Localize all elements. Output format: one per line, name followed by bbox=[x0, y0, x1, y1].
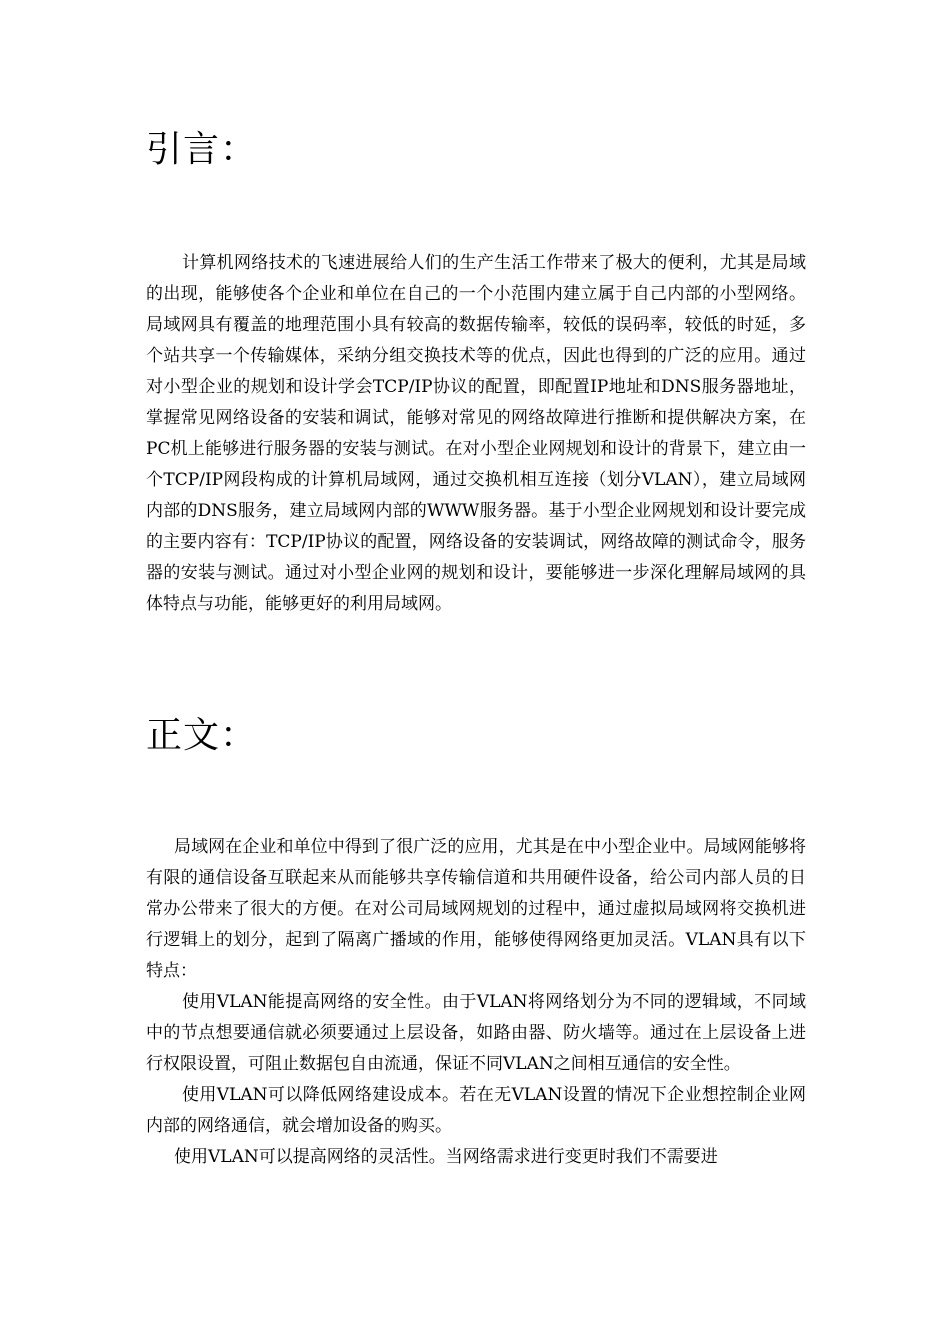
intro-section bbox=[146, 248, 806, 620]
body-paragraph-2: 使用VLAN能提高网络的安全性。由于VLAN将网络划分为不同的逻辑域，不同域中的节点想要通信就必须要通过上层设备，如路由器、防火墙等。通过在上层设备上进行权限设置，可阻止数据包自由流通，保证不同VLAN之间相互通信的安全性。 bbox=[146, 992, 806, 1074]
body-section bbox=[146, 832, 806, 1173]
body-paragraph-4: 使用VLAN可以提高网络的灵活性。当网络需求进行变更时我们不需要进 bbox=[174, 1147, 718, 1167]
intro-heading: 引言： bbox=[146, 129, 258, 170]
intro-paragraph: 计算机网络技术的飞速进展给人们的生产生活工作带来了极大的便利，尤其是局域的出现，能够使各个企业和单位在自己的一个小范围内建立属于自己内部的小型网络。局域网具有覆盖的地理范围小具有较高的数据传输率，较低的误码率，较低的时延，多个站共享一个传输媒体，采纳分组交换技术等的优点，因此也得到的广泛的应用。通过对小型企业的规划和设计学会TCP/IP协议的配置，即配置IP地址和DNS服务器地址，掌握常见网络设备的安装和调试，能够对常见的网络故障进行推断和提供解决方案，在PC机上能够进行服务器的安装与测试。在对小型企业网规划和设计的背景下，建立由一个TCP/IP网段构成的计算机局域网，通过交换机相互连接（划分VLAN），建立局域网内部的DNS服务，建立局域网内部的WWW服务器。基于小型企业网规划和设计要完成的主要内容有：TCP/IP协议的配置，网络设备的安装调试，网络故障的测试命令，服务器的安装与测试。通过对小型企业网的规划和设计，要能够进一步深化理解局域网的具体特点与功能，能够更好的利用局域网。 bbox=[146, 253, 806, 614]
body-heading: 正文： bbox=[146, 715, 258, 756]
body-paragraph-3: 使用VLAN可以降低网络建设成本。若在无VLAN设置的情况下企业想控制企业网内部的网络通信，就会增加设备的购买。 bbox=[146, 1085, 806, 1136]
body-paragraph-1: 局域网在企业和单位中得到了很广泛的应用，尤其是在中小型企业中。局域网能够将有限的通信设备互联起来从而能够共享传输信道和共用硬件设备，给公司内部人员的日常办公带来了很大的方便。在对公司局域网规划的过程中，通过虚拟局域网将交换机进行逻辑上的划分，起到了隔离广播域的作用，能够使得网络更加灵活。VLAN具有以下特点： bbox=[146, 837, 806, 981]
